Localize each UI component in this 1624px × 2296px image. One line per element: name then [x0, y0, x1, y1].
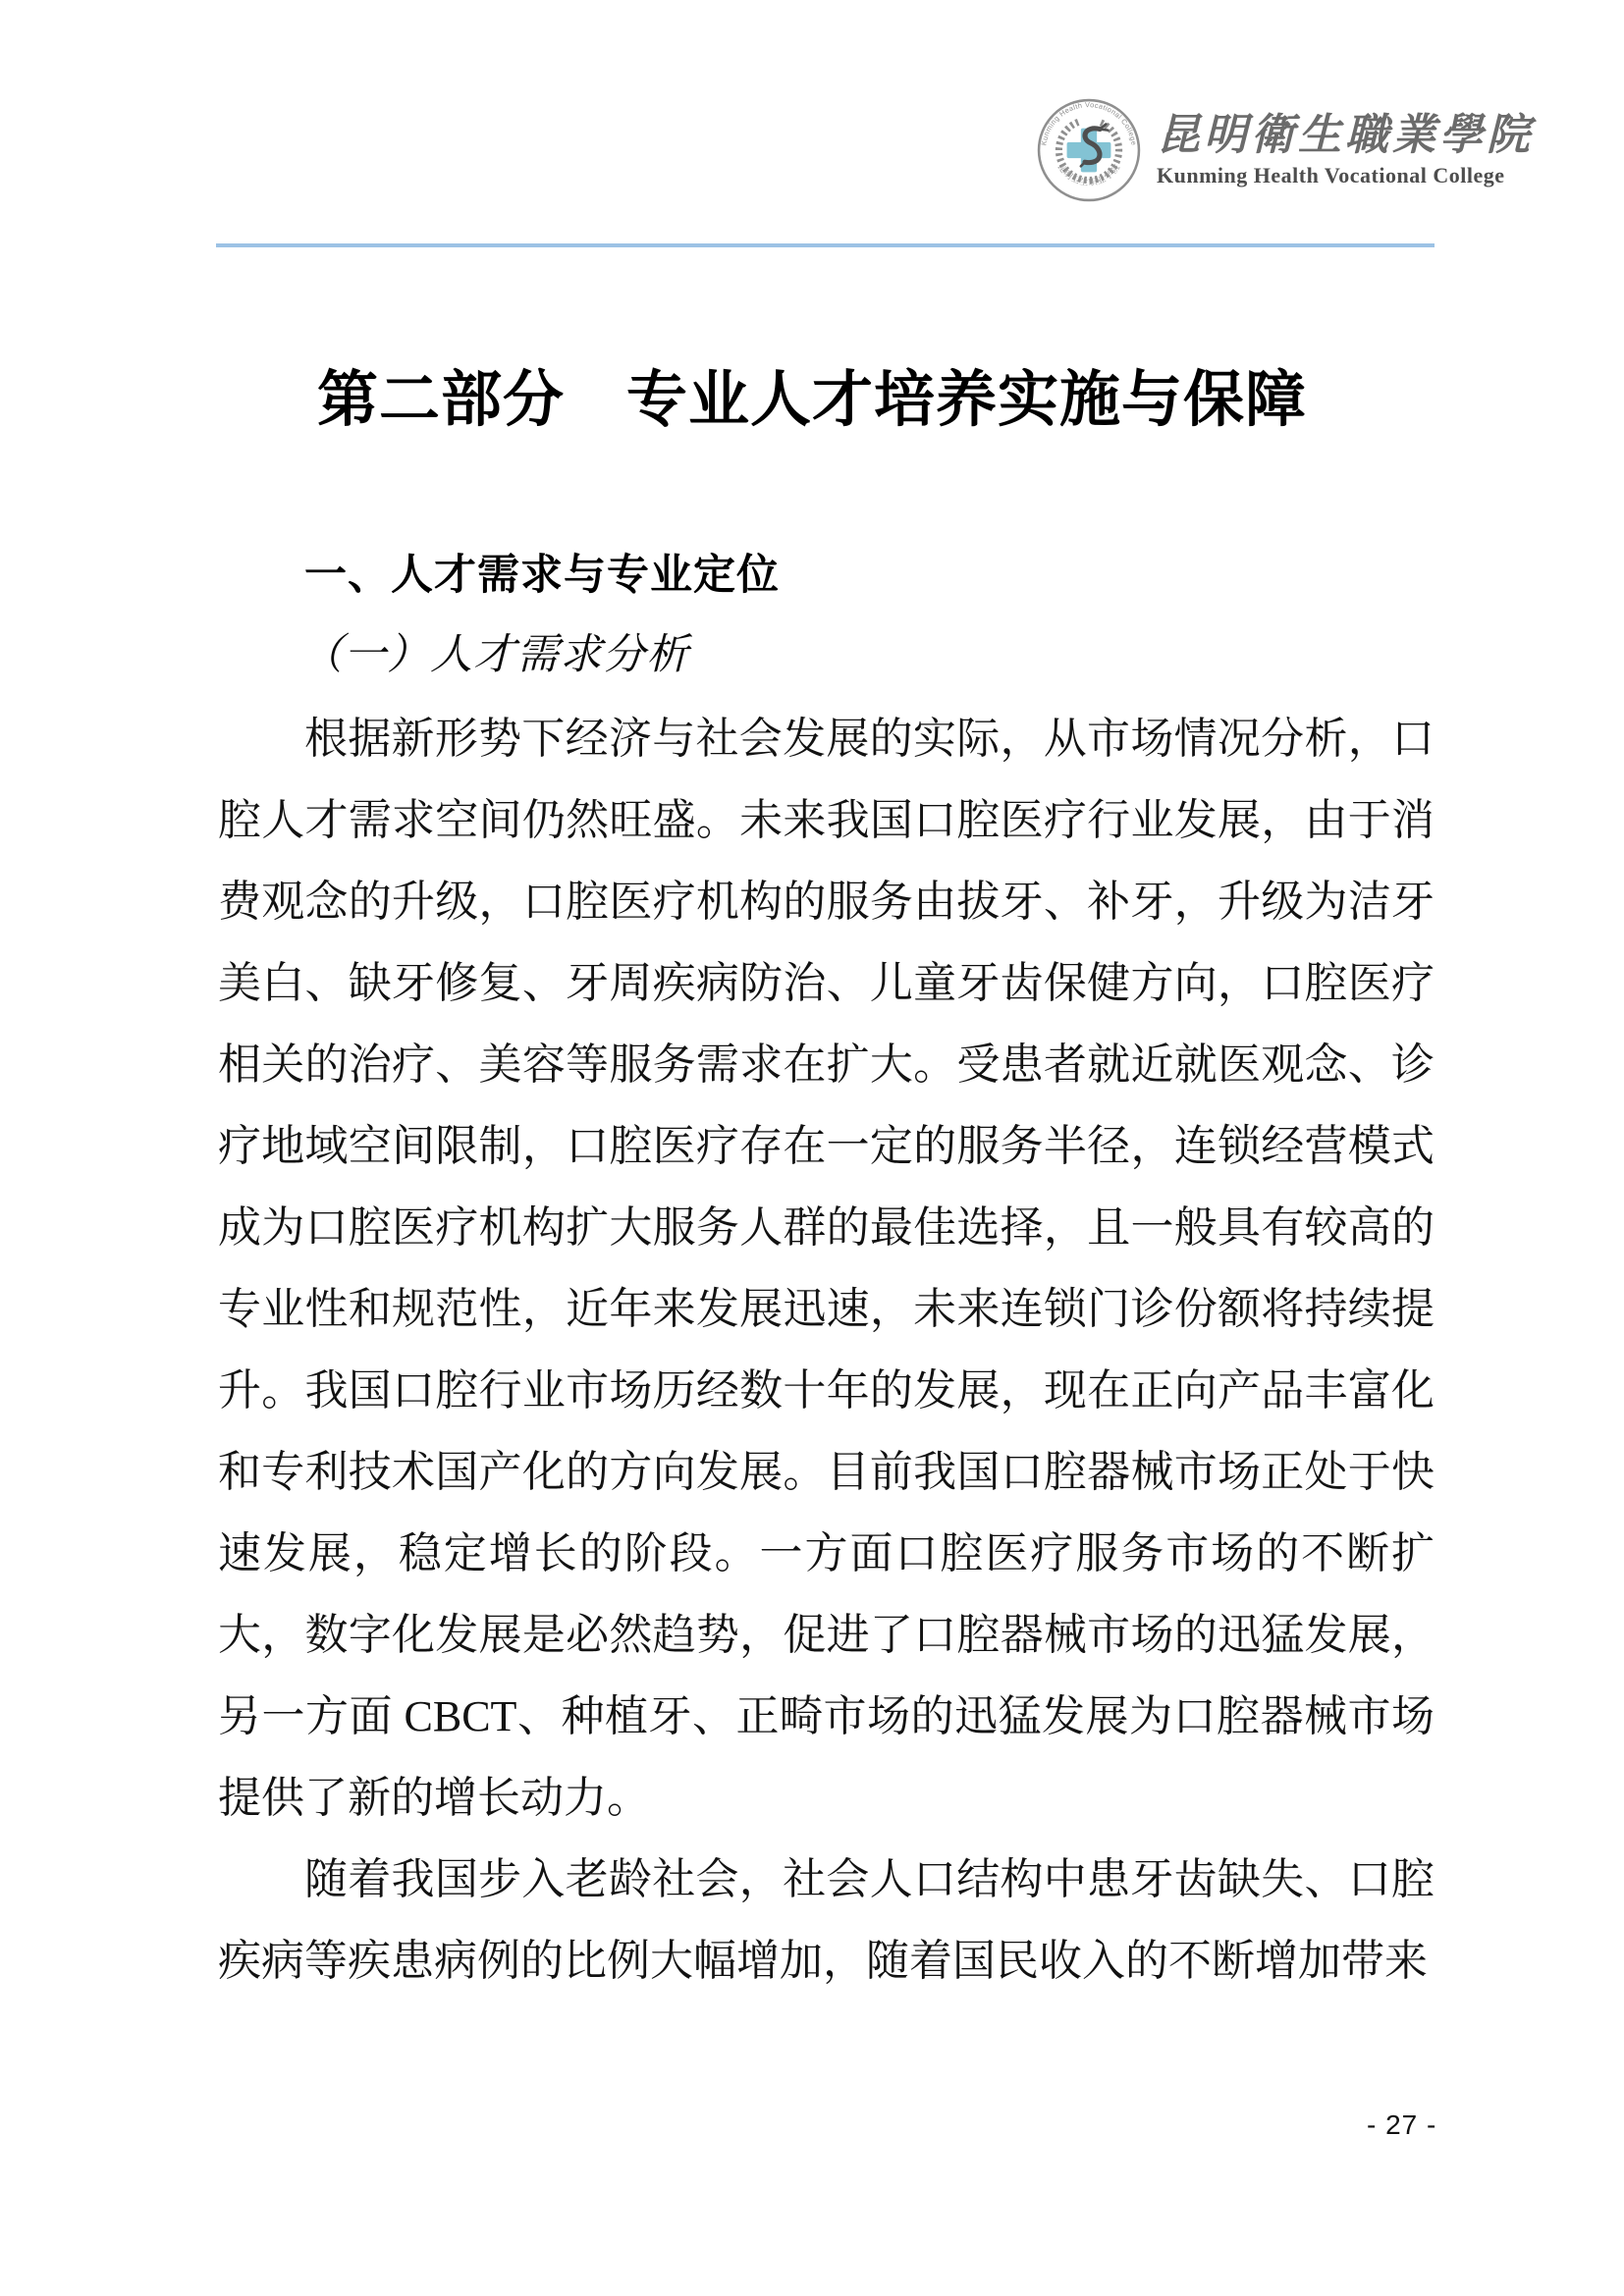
logo-wordmark [1157, 110, 1534, 190]
paragraph: 根据新形势下经济与社会发展的实际，从市场情况分析，口腔人才需求空间仍然旺盛。未来我国口腔医疗行业发展，由于消费观念的升级，口腔医疗机构的服务由拔牙、补牙，升级为洁牙美白、缺牙修复、牙周疾病防治、儿童牙齿保健方向，口腔医疗相关的治疗、美容等服务需求在扩大。受患者就近就医观念、诊疗地域空间限制，口腔医疗存在一定的服务半径，连锁经营模式成为口腔医疗机构扩大服务人群的最佳选择，且一般具有较高的专业性和规范性，近年来发展迅速，未来连锁门诊份额将持续提升。我国口腔行业市场历经数十年的发展，现在正向产品丰富化和专利技术国产化的方向发展。目前我国口腔器械市场正处于快速发展，稳定增长的阶段。一方面口腔医疗服务市场的不断扩大，数字化发展是必然趋势，促进了口腔器械市场的迅猛发展，另一方面 CBCT、种植牙、正畸市场的迅猛发展为口腔器械市场提供了新的增长动力。 [218, 715, 1435, 1822]
header-divider [216, 243, 1435, 247]
section-heading: 一、人才需求与专业定位 [304, 552, 780, 599]
paragraph: 随着我国步入老龄社会，社会人口结构中患牙齿缺失、口腔疾病等疾患病例的比例大幅增加，随着国民收入的不断增加带来 [218, 1855, 1435, 1985]
page-title: 第二部分 专业人才培养实施与保障 [316, 367, 1307, 434]
seal-top-text: Kunming Health Vocational College [1039, 100, 1139, 146]
seal-bottom-text: 昆明卫生职业学院 [1056, 161, 1122, 187]
college-name-english: Kunming Health Vocational College [1157, 163, 1505, 187]
college-name-calligraphy: 昆明衛生職業學院 [1157, 111, 1534, 159]
body-text [218, 698, 1435, 2002]
page-number: - 27 - [1367, 2109, 1437, 2140]
subsection-heading: （一）人才需求分析 [300, 632, 689, 678]
college-seal-icon [1037, 98, 1141, 202]
